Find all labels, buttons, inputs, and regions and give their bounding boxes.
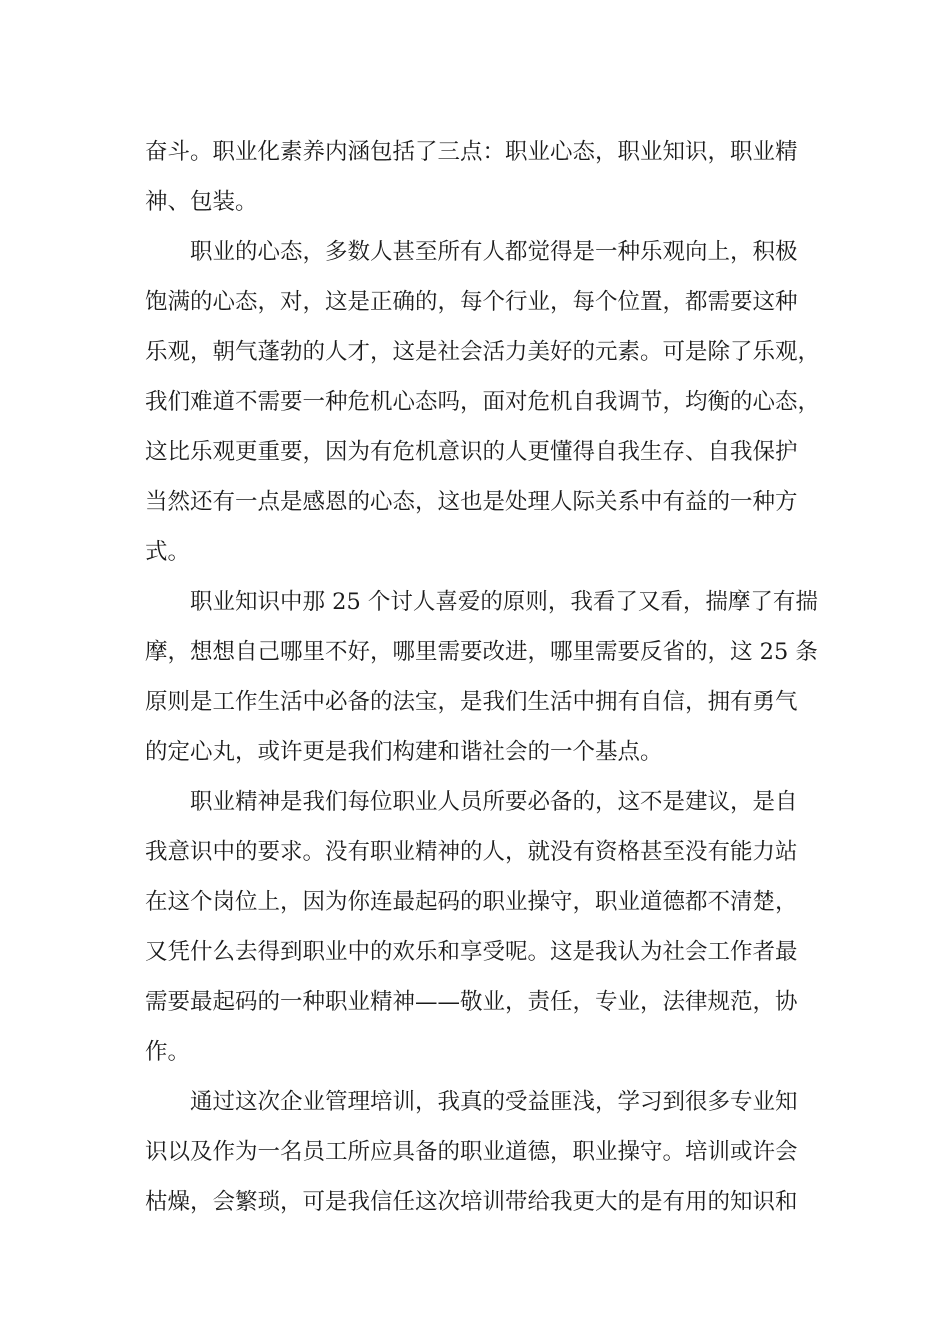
text-line: 这比乐观更重要，因为有危机意识的人更懂得自我生存、自我保护 [145, 439, 798, 465]
text-line: 原则是工作生活中必备的法宝，是我们生活中拥有自信，拥有勇气 [145, 689, 798, 715]
text-line: 在这个岗位上，因为你连最起码的职业操守，职业道德都不清楚， [145, 889, 798, 915]
text-line: 的定心丸，或许更是我们构建和谐社会的一个基点。 [145, 739, 663, 765]
text-line: 乐观，朝气蓬勃的人才，这是社会活力美好的元素。可是除了乐观， [145, 339, 821, 365]
text-line: 摩，想想自己哪里不好，哪里需要改进，哪里需要反省的，这 25 条 [145, 639, 818, 665]
text-line: 识以及作为一名员工所应具备的职业道德，职业操守。培训或许会 [145, 1139, 798, 1165]
paragraph-first-line: 职业的心态，多数人甚至所有人都觉得是一种乐观向上，积极 [190, 239, 798, 265]
paragraph-first-line: 职业精神是我们每位职业人员所要必备的，这不是建议，是自 [190, 789, 798, 815]
paragraph-first-line: 通过这次企业管理培训，我真的受益匪浅，学习到很多专业知 [190, 1089, 798, 1115]
text-line: 饱满的心态，对，这是正确的，每个行业，每个位置，都需要这种 [145, 289, 798, 315]
paragraph-first-line: 职业知识中那 25 个讨人喜爱的原则，我看了又看，揣摩了有揣 [190, 589, 818, 615]
text-line: 神、包装。 [145, 189, 258, 215]
text-line: 我们难道不需要一种危机心态吗，面对危机自我调节，均衡的心态， [145, 389, 821, 415]
text-line: 奋斗。职业化素养内涵包括了三点：职业心态，职业知识，职业精 [145, 139, 798, 165]
text-line: 当然还有一点是感恩的心态，这也是处理人际关系中有益的一种方 [145, 489, 798, 515]
text-line: 又凭什么去得到职业中的欢乐和享受呢。这是我认为社会工作者最 [145, 939, 798, 965]
text-line: 作。 [145, 1039, 191, 1065]
text-line: 式。 [145, 539, 191, 565]
text-line: 需要最起码的一种职业精神——敬业，责任，专业，法律规范，协 [145, 989, 798, 1015]
text-line: 我意识中的要求。没有职业精神的人，就没有资格甚至没有能力站 [145, 839, 798, 865]
text-line: 枯燥，会繁琐，可是我信任这次培训带给我更大的是有用的知识和 [145, 1189, 798, 1215]
